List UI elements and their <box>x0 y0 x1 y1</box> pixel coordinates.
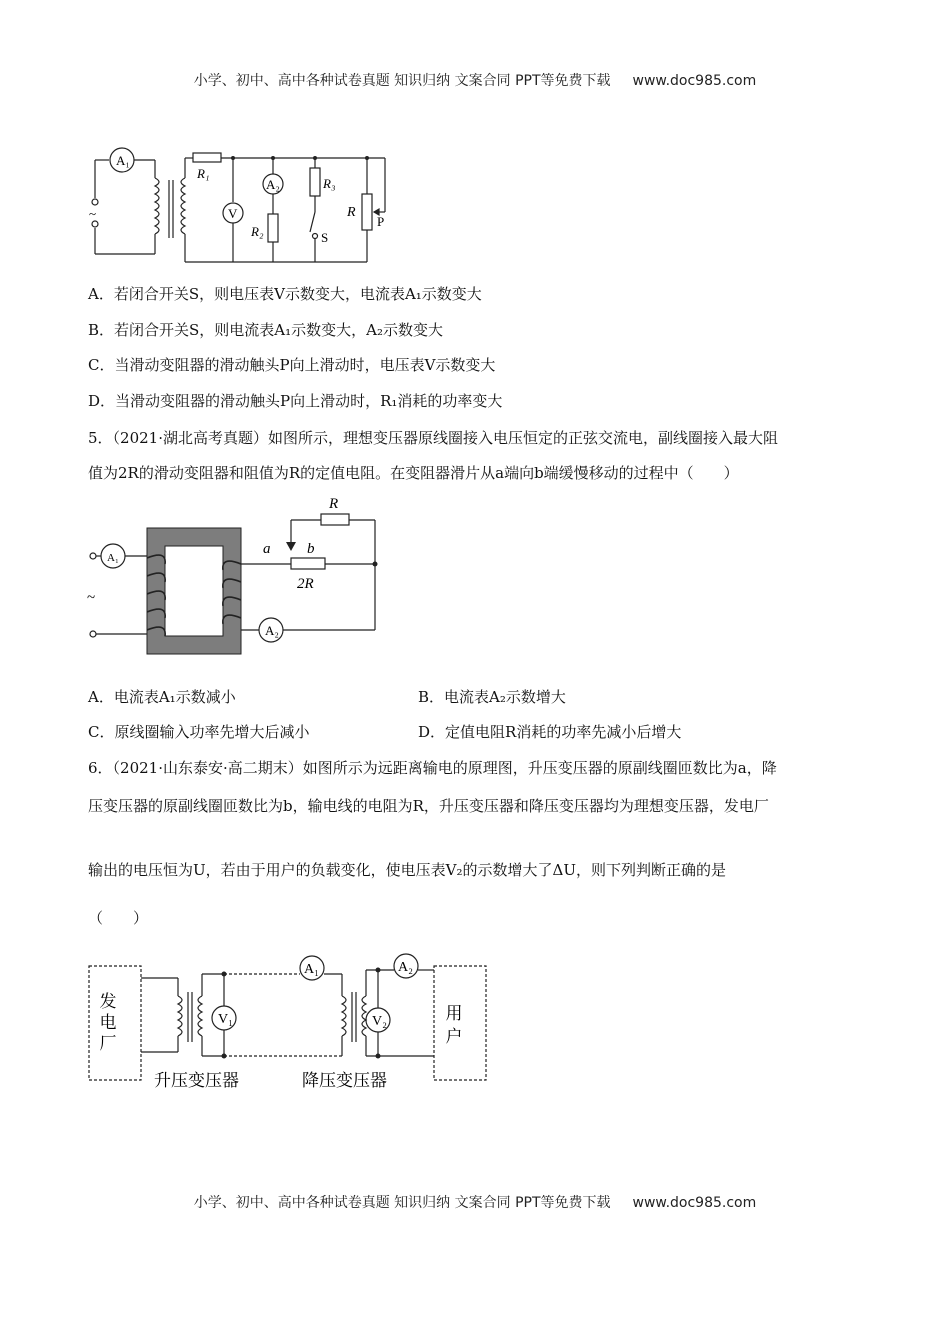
page-footer <box>0 1192 950 1212</box>
ammeter-a2-label: A₂ <box>266 177 280 192</box>
header-text: 小学、初中、高中各种试卷真题 知识归纳 文案合同 PPT等免费下载 <box>193 73 611 89</box>
r3-label: R₃ <box>323 176 336 191</box>
fig3-step-down-label: 降压变压器 <box>302 1071 387 1090</box>
r1-label: R₁ <box>197 166 210 181</box>
q6-stem-line3: 输出的电压恒为U，若由于用户的负载变化，使电压表V₂的示数增大了ΔU，则下列判断正确的是 <box>88 861 726 879</box>
q5-option-c[interactable]: C．原线圈输入功率先增大后减小 <box>88 723 310 741</box>
footer-text: 小学、初中、高中各种试卷真题 知识归纳 文案合同 PPT等免费下载 <box>193 1195 611 1211</box>
switch-s-label: S <box>321 230 329 245</box>
figure-1-circuit <box>85 140 415 270</box>
q6-stem-line1: 6．（2021·山东泰安·高二期末）如图所示为远距离输电的原理图，升压变压器的原副线圈匝数比为a，降 <box>88 759 777 777</box>
fig3-user-label: 用户 <box>442 1004 462 1050</box>
fig2-ac-label: ~ <box>87 590 96 606</box>
q6-stem-line2: 压变压器的原副线圈匝数比为b，输电线的电阻为R，升压变压器和降压变压器均为理想变压器，发电厂 <box>88 797 769 815</box>
page-header <box>0 70 950 90</box>
fig3-step-up-label: 升压变压器 <box>154 1071 239 1090</box>
q4-option-b[interactable]: B．若闭合开关S，则电流表A₁示数变大，A₂示数变大 <box>88 321 444 339</box>
ammeter-a1-label: A₁ <box>116 153 130 168</box>
voltmeter-label: V <box>228 206 238 221</box>
fig3-power-plant-label: 发电厂 <box>96 992 116 1055</box>
header-url[interactable]: www.doc985.com <box>632 73 757 89</box>
ac-source-label: ~ <box>89 206 97 221</box>
fig3-v1-label: V₁ <box>218 1012 233 1027</box>
q5-option-b[interactable]: B．电流表A₂示数增大 <box>418 688 566 706</box>
fig2-a-end-label: a <box>263 541 271 557</box>
slider-p-label: P <box>377 214 385 229</box>
figure-2-circuit <box>85 492 385 662</box>
q5-stem-line2: 值为2R的滑动变阻器和阻值为R的定值电阻。在变阻器滑片从a端向b端缓慢移动的过程中（ ） <box>88 464 739 482</box>
q4-option-d[interactable]: D．当滑动变阻器的滑动触头P向上滑动时，R₁消耗的功率变大 <box>88 392 503 410</box>
q4-option-a[interactable]: A．若闭合开关S，则电压表V示数变大，电流表A₁示数变大 <box>88 285 482 303</box>
fig3-v2-label: V₂ <box>372 1014 387 1029</box>
fig2-b-end-label: b <box>307 541 315 557</box>
q5-stem-line1: 5．（2021·湖北高考真题）如图所示，理想变压器原线圈接入电压恒定的正弦交流电，副线圈接入最大阻 <box>88 429 778 447</box>
fig2-a2-label: A₂ <box>265 623 279 638</box>
q5-option-a[interactable]: A．电流表A₁示数减小 <box>88 688 236 706</box>
fig3-a1-label: A₁ <box>304 962 319 977</box>
q6-stem-line4: （ ） <box>88 909 149 927</box>
fig3-a2-label: A₂ <box>398 960 413 975</box>
fig2-r-label: R <box>329 496 339 512</box>
q4-option-c[interactable]: C．当滑动变阻器的滑动触头P向上滑动时，电压表V示数变大 <box>88 356 496 374</box>
rheostat-r-label: R <box>347 205 356 220</box>
fig2-a1-label: A₁ <box>107 552 119 564</box>
q5-option-d[interactable]: D．定值电阻R消耗的功率先减小后增大 <box>418 723 682 741</box>
footer-url[interactable]: www.doc985.com <box>632 1195 757 1211</box>
r2-label: R₂ <box>251 224 264 239</box>
fig2-2r-label: 2R <box>297 576 314 592</box>
figure-3-transmission <box>88 952 488 1092</box>
